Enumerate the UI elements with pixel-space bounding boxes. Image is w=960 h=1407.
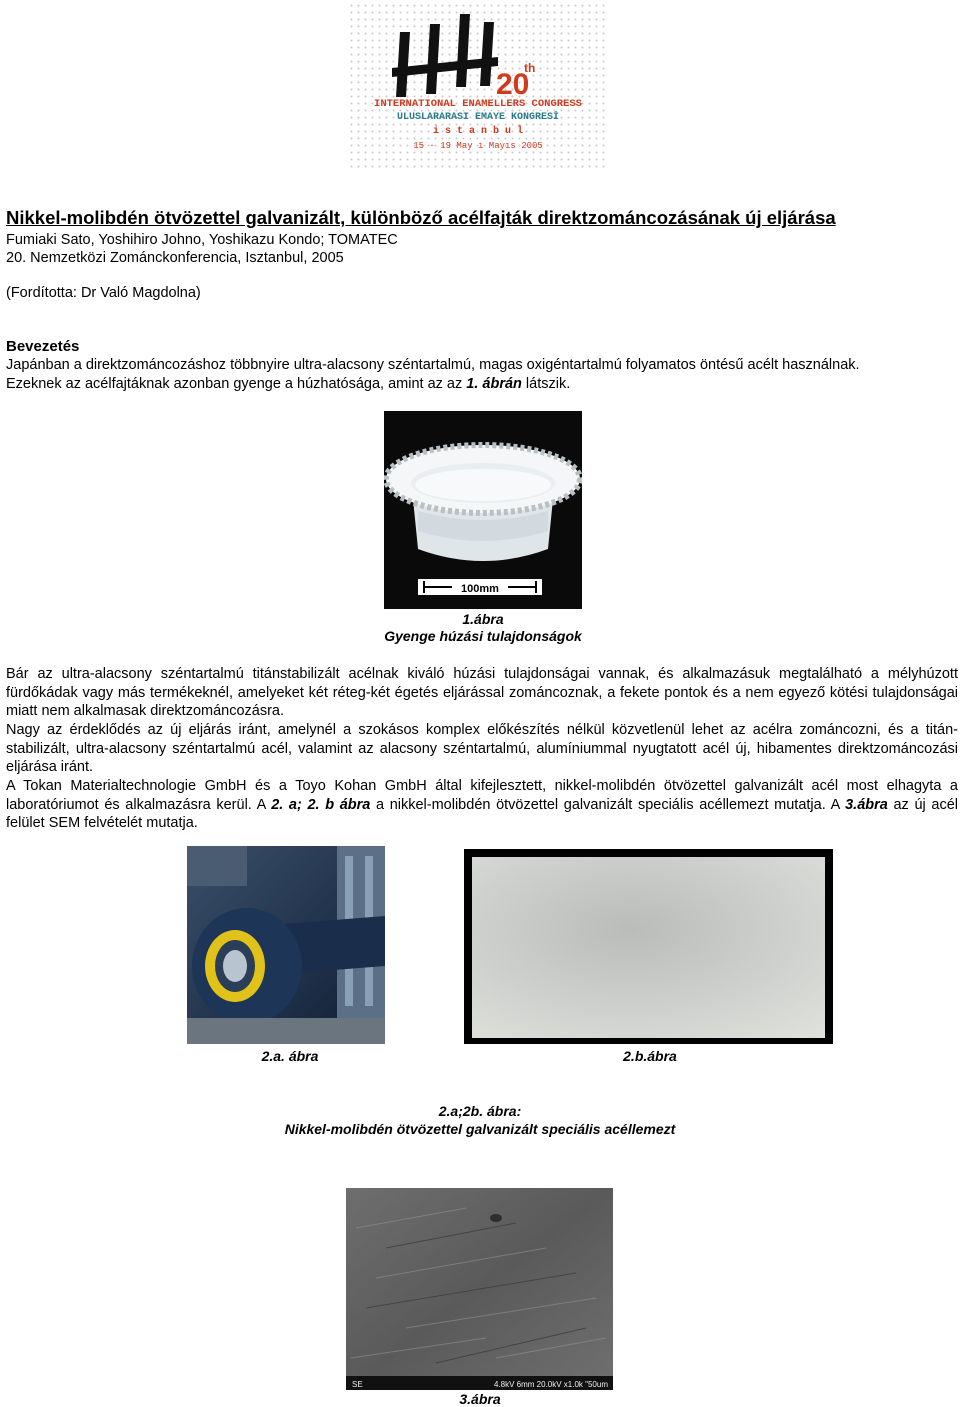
svg-text:100mm: 100mm	[461, 583, 499, 595]
svg-text:ULUSLARARASI EMAYE KONGRESİ: ULUSLARARASI EMAYE KONGRESİ	[396, 112, 560, 123]
figure-reference: 1. ábrán	[466, 376, 522, 392]
intro-line-2: Ezeknek az acélfajtáknak azonban gyenge a húzhatósága, amint az az 1. ábrán látszik.	[6, 376, 571, 392]
svg-text:SE: SE	[352, 1380, 363, 1389]
figure-reference: 3.ábra	[845, 796, 888, 813]
figure-3-drawn-sem-photo	[346, 1188, 613, 1390]
figure-2-caption-text: Nikkel-molibdén ötvözettel galvanizált speciális acéllemezt	[284, 1121, 676, 1137]
translator-note: (Fordította: Dr Való Magdolna)	[6, 285, 201, 301]
figure-1-caption-number: 1.ábra	[462, 611, 504, 627]
document-title: Nikkel-molibdén ötvözettel galvanizált, különböző acélfajták direktzománcozásának új eljárása	[6, 207, 836, 228]
figure-2a-drawn-coil-photo	[187, 846, 385, 1044]
scale-bar	[418, 579, 542, 595]
figure-2b-caption: 2.b.ábra	[623, 1048, 677, 1064]
figure-1-drawn-cup-photo	[384, 411, 582, 609]
svg-text:4.8kV 6mm 20.0kV x1.0k "50um: 4.8kV 6mm 20.0kV x1.0k "50um	[493, 1380, 608, 1389]
paragraph-3: Nagy az érdeklődés az új eljárás iránt, amelynél a szokásos komplex előkészítés nélkül közvetlenül lehet az acélra zománcozni, és a titán-stabilizált, ultra-alacsony széntartalmú acél, valamint az alacsony széntartalmú, alumíniummal nyugtatott acél új, hibamentes direktzománcozási eljárása iránt.	[6, 722, 958, 775]
svg-text:20: 20	[496, 68, 530, 101]
authors: Fumiaki Sato, Yoshihiro Johno, Yoshikazu Kondo; TOMATEC	[6, 232, 398, 248]
figure-3-caption: 3.ábra	[459, 1391, 501, 1407]
congress-logo	[348, 2, 608, 168]
svg-text:INTERNATIONAL ENAMELLERS CONGR: INTERNATIONAL ENAMELLERS CONGRESS	[374, 98, 582, 110]
figure-2b-drawn-sheet-photo	[464, 849, 833, 1044]
svg-text:th: th	[524, 61, 536, 75]
section-heading-intro: Bevezetés	[6, 338, 80, 355]
intro-line-1: Japánban a direktzománcozáshoz többnyire ultra-alacsony széntartalmú, magas oxigéntartalmú folyamatos öntésű acélt használnak.	[6, 357, 860, 373]
conference-line: 20. Nemzetközi Zománckonferencia, Isztanbul, 2005	[6, 250, 344, 266]
figure-1-caption-text: Gyenge húzási tulajdonságok	[384, 628, 582, 644]
svg-text:i s t a n b u l: i s t a n b u l	[432, 126, 524, 137]
figure-2-caption-number: 2.a;2b. ábra:	[438, 1103, 522, 1119]
paragraph-4: A Tokan Materialtechnologie GmbH és a Toyo Kohan GmbH által kifejlesztett, nikkel-molibdén ötvözettel galvanizált acél most elhagyta a laboratóriumot és alkalmazásra kerül. A 2. a; 2. b ábra a nikkel-molibdén ötvözettel galvanizált speciális acéllemezt mutatja. A 3.ábra az új acél felület SEM felvételét mutatja.	[6, 778, 958, 831]
figure-reference: 2. a; 2. b ábra	[271, 796, 371, 813]
figure-2a-caption: 2.a. ábra	[261, 1048, 319, 1064]
svg-text:15 - 19 May ı Mayıs 2005: 15 - 19 May ı Mayıs 2005	[413, 141, 543, 151]
paragraph-2: Bár az ultra-alacsony széntartalmú titánstabilizált acélnak kiváló húzási tulajdonságai vannak, és alkalmazásuk megtalálható a mélyhúzott fürdőkádak vagy más termékeknél, amelyeket két réteg-két égetés eljárással zománcoznak, a fekete pontok és a nem egyező kötési tulajdonságai miatt nem alkalmasak direktzománcozásra.	[6, 666, 958, 719]
